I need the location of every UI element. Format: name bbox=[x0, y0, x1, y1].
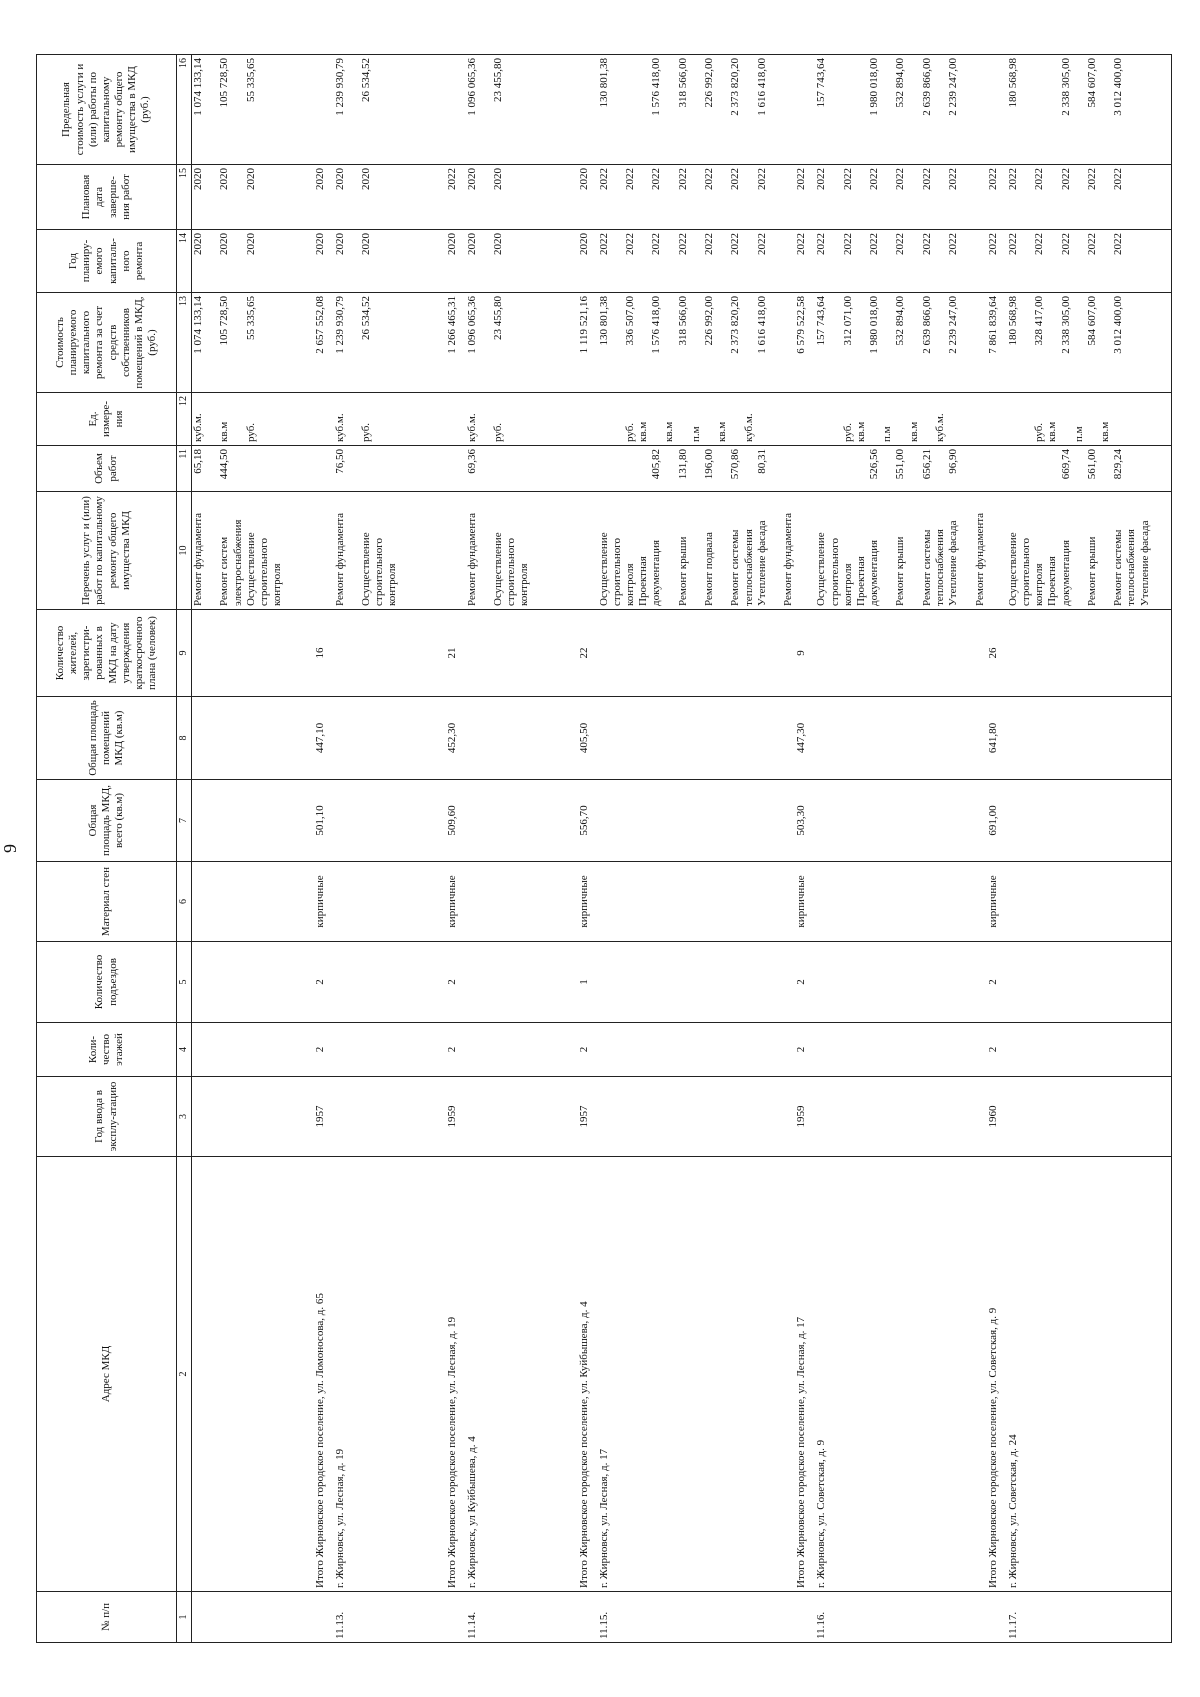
col-header-3: Год ввода в эксплу-атацию bbox=[37, 1077, 177, 1157]
col-number: 11 bbox=[177, 446, 192, 492]
commission-year-cell: 1957 bbox=[314, 1077, 334, 1157]
floors-cell: 2 bbox=[446, 1023, 466, 1077]
col-header-2: Адрес МКД bbox=[37, 1157, 177, 1592]
col-header-11: Объем работ bbox=[37, 446, 177, 492]
limit-cost-cell: 157 743,64 1 980 018,00 532 894,00 2 639 866,00 2 239 247,00 bbox=[815, 55, 986, 165]
work-volume-cell: 669,74 561,00 829,24 bbox=[1007, 446, 1172, 492]
unit-cell: куб.м. кв.м руб. bbox=[192, 393, 314, 446]
col-header-8: Общая площадь помещений МКД (кв.м) bbox=[37, 697, 177, 780]
row-number-cell: 11.15. bbox=[598, 1592, 796, 1643]
row-number-cell bbox=[446, 1592, 466, 1643]
header-row bbox=[37, 55, 177, 1643]
premises-area-cell: 452,30 bbox=[446, 697, 466, 780]
col-number: 2 bbox=[177, 1157, 192, 1592]
entrances-cell bbox=[334, 942, 446, 1023]
col-number: 13 bbox=[177, 293, 192, 393]
planned-cost-cell: 1 096 065,36 23 455,80 bbox=[466, 293, 578, 393]
floors-cell bbox=[334, 1023, 446, 1077]
floors-cell bbox=[466, 1023, 578, 1077]
residents-cell bbox=[815, 610, 986, 697]
limit-cost-cell bbox=[578, 55, 598, 165]
address-cell: г. Жирновск, ул. Советская, д. 9 bbox=[815, 1157, 986, 1592]
planned-year-cell: 2022 bbox=[987, 230, 1007, 293]
wall-material-cell: кирпичные bbox=[446, 862, 466, 942]
entrances-cell: 2 bbox=[987, 942, 1007, 1023]
col-number: 10 bbox=[177, 492, 192, 610]
residents-cell: 21 bbox=[446, 610, 466, 697]
entrances-cell: 1 bbox=[578, 942, 598, 1023]
col-number: 7 bbox=[177, 780, 192, 862]
limit-cost-cell: 180 568,98 2 338 305,00 584 607,00 3 012 400,00 bbox=[1007, 55, 1172, 165]
address-cell: г. Жирновск, ул Куйбышева, д. 4 bbox=[466, 1157, 578, 1592]
floors-cell: 2 bbox=[795, 1023, 815, 1077]
total-area-cell bbox=[334, 780, 446, 862]
premises-area-cell bbox=[598, 697, 796, 780]
floors-cell bbox=[1007, 1023, 1172, 1077]
planned-cost-cell: 7 861 839,64 bbox=[987, 293, 1007, 393]
col-header-15: Плановая дата заверше-ния работ bbox=[37, 165, 177, 230]
wall-material-cell bbox=[598, 862, 796, 942]
planned-year-cell: 2020 bbox=[446, 230, 466, 293]
address-cell: г. Жирновск, ул. Лесная, д. 19 bbox=[334, 1157, 446, 1592]
completion-date-cell: 2022 bbox=[795, 165, 815, 230]
unit-cell bbox=[446, 393, 466, 446]
address-cell: Итого Жирновское городское поселение, ул. Советская, д. 9 bbox=[987, 1157, 1007, 1592]
entrances-cell bbox=[192, 942, 314, 1023]
unit-cell bbox=[795, 393, 815, 446]
premises-area-cell bbox=[815, 697, 986, 780]
address-cell: г. Жирновск, ул. Лесная, д. 17 bbox=[598, 1157, 796, 1592]
col-number: 8 bbox=[177, 697, 192, 780]
capital-repair-table bbox=[36, 54, 1172, 1643]
col-number: 15 bbox=[177, 165, 192, 230]
works-list-cell: Ремонт фундамента Осуществление строительного контроля bbox=[466, 492, 578, 610]
commission-year-cell bbox=[598, 1077, 796, 1157]
total-row bbox=[795, 55, 815, 1643]
limit-cost-cell: 1 096 065,36 23 455,80 bbox=[466, 55, 578, 165]
col-number: 4 bbox=[177, 1023, 192, 1077]
works-list-cell bbox=[987, 492, 1007, 610]
wall-material-cell: кирпичные bbox=[795, 862, 815, 942]
works-list-cell: Осуществление строительного контроля Проектная документация Ремонт крыши Ремонт подвала Ремонт системы теплоснабжения Утепление фасада Ремонт фундамента bbox=[598, 492, 796, 610]
floors-cell: 2 bbox=[314, 1023, 334, 1077]
total-area-cell bbox=[192, 780, 314, 862]
row-number-cell: 11.16. bbox=[815, 1592, 986, 1643]
column-number-row bbox=[177, 55, 192, 1643]
commission-year-cell bbox=[815, 1077, 986, 1157]
limit-cost-cell: 130 801,38 1 576 418,00 318 566,00 226 992,00 2 373 820,20 1 616 418,00 bbox=[598, 55, 796, 165]
commission-year-cell: 1959 bbox=[446, 1077, 466, 1157]
unit-cell bbox=[314, 393, 334, 446]
total-area-cell bbox=[598, 780, 796, 862]
residents-cell bbox=[466, 610, 578, 697]
work-volume-cell bbox=[795, 446, 815, 492]
residents-cell: 22 bbox=[578, 610, 598, 697]
wall-material-cell bbox=[466, 862, 578, 942]
commission-year-cell bbox=[1007, 1077, 1172, 1157]
col-header-13: Стоимость планируемого капитального ремонта за счет средств собственников помещений в МКД, (руб.) bbox=[37, 293, 177, 393]
floors-cell bbox=[598, 1023, 796, 1077]
planned-year-cell: 2022 2022 2022 2022 2022 2022 2022 bbox=[598, 230, 796, 293]
wall-material-cell bbox=[1007, 862, 1172, 942]
col-number: 6 bbox=[177, 862, 192, 942]
planned-cost-cell: 1 239 930,79 26 534,52 bbox=[334, 293, 446, 393]
col-header-12: Ед. измере-ния bbox=[37, 393, 177, 446]
col-number: 12 bbox=[177, 393, 192, 446]
planned-year-cell: 2020 2020 bbox=[466, 230, 578, 293]
premises-area-cell bbox=[1007, 697, 1172, 780]
total-area-cell bbox=[466, 780, 578, 862]
address-cell bbox=[192, 1157, 314, 1592]
floors-cell: 2 bbox=[987, 1023, 1007, 1077]
planned-year-cell: 2022 2022 2022 2022 2022 2022 bbox=[815, 230, 986, 293]
commission-year-cell: 1959 bbox=[795, 1077, 815, 1157]
address-cell: Итого Жирновское городское поселение, ул. Лесная, д. 17 bbox=[795, 1157, 815, 1592]
works-list-cell bbox=[578, 492, 598, 610]
col-number: 1 bbox=[177, 1592, 192, 1643]
table-row bbox=[815, 55, 986, 1643]
planned-cost-cell: 157 743,64 312 071,00 1 980 018,00 532 894,00 2 639 866,00 2 239 247,00 bbox=[815, 293, 986, 393]
table-row bbox=[466, 55, 578, 1643]
premises-area-cell: 447,10 bbox=[314, 697, 334, 780]
unit-cell bbox=[578, 393, 598, 446]
planned-cost-cell: 6 579 522,58 bbox=[795, 293, 815, 393]
col-number: 16 bbox=[177, 55, 192, 165]
planned-cost-cell: 130 801,38 336 507,00 1 576 418,00 318 566,00 226 992,00 2 373 820,20 1 616 418,00 bbox=[598, 293, 796, 393]
wall-material-cell: кирпичные bbox=[987, 862, 1007, 942]
work-volume-cell: 76,50 bbox=[334, 446, 446, 492]
row-number-cell: 11.17. bbox=[1007, 1592, 1172, 1643]
entrances-cell: 2 bbox=[795, 942, 815, 1023]
floors-cell: 2 bbox=[578, 1023, 598, 1077]
planned-cost-cell: 1 266 465,31 bbox=[446, 293, 466, 393]
commission-year-cell: 1960 bbox=[987, 1077, 1007, 1157]
unit-cell bbox=[987, 393, 1007, 446]
planned-cost-cell: 1 074 133,14 105 728,50 55 335,65 bbox=[192, 293, 314, 393]
row-number-cell bbox=[578, 1592, 598, 1643]
planned-year-cell: 2020 2020 bbox=[334, 230, 446, 293]
row-number-cell: 11.13. bbox=[334, 1592, 446, 1643]
work-volume-cell bbox=[446, 446, 466, 492]
work-volume-cell bbox=[314, 446, 334, 492]
address-cell: г. Жирновск, ул. Советская, д. 24 bbox=[1007, 1157, 1172, 1592]
address-cell: Итого Жирновское городское поселение, ул. Ломоносова, д. 65 bbox=[314, 1157, 334, 1592]
residents-cell: 9 bbox=[795, 610, 815, 697]
col-number: 9 bbox=[177, 610, 192, 697]
table-row bbox=[1007, 55, 1172, 1643]
residents-cell: 26 bbox=[987, 610, 1007, 697]
completion-date-cell: 2022 bbox=[987, 165, 1007, 230]
unit-cell: руб. кв.м п.м кв.м bbox=[1007, 393, 1172, 446]
commission-year-cell bbox=[334, 1077, 446, 1157]
col-header-5: Количество подъездов bbox=[37, 942, 177, 1023]
work-volume-cell: 69,36 bbox=[466, 446, 578, 492]
col-header-16: Предельная стоимость услуги и (или) работы по капитальному ремонту общего имущества в МКД (руб.) bbox=[37, 55, 177, 165]
premises-area-cell: 405,50 bbox=[578, 697, 598, 780]
col-header-6: Материал стен bbox=[37, 862, 177, 942]
unit-cell: руб. кв.м п.м кв.м куб.м. bbox=[815, 393, 986, 446]
premises-area-cell: 447,30 bbox=[795, 697, 815, 780]
unit-cell: руб. кв.м кв.м п.м кв.м куб.м. bbox=[598, 393, 796, 446]
residents-cell bbox=[598, 610, 796, 697]
works-list-cell: Осуществление строительного контроля Проектная документация Ремонт крыши Ремонт системы теплоснабжения Утепление фасада bbox=[1007, 492, 1172, 610]
col-header-10: Перечень услуг и (или) работ по капитальному ремонту общего имущества МКД bbox=[37, 492, 177, 610]
table-row bbox=[192, 55, 314, 1643]
completion-date-cell: 2022 2022 2022 2022 2022 2022 2022 bbox=[598, 165, 796, 230]
commission-year-cell bbox=[192, 1077, 314, 1157]
col-number: 14 bbox=[177, 230, 192, 293]
premises-area-cell bbox=[192, 697, 314, 780]
floors-cell bbox=[192, 1023, 314, 1077]
col-header-14: Год планиру-емого капиталь-ного ремонта bbox=[37, 230, 177, 293]
unit-cell: куб.м. руб. bbox=[466, 393, 578, 446]
completion-date-cell: 2020 2020 2020 bbox=[192, 165, 314, 230]
planned-year-cell: 2022 bbox=[795, 230, 815, 293]
commission-year-cell: 1957 bbox=[578, 1077, 598, 1157]
planned-year-cell: 2020 bbox=[578, 230, 598, 293]
planned-year-cell: 2020 2020 2020 bbox=[192, 230, 314, 293]
works-list-cell: Осуществление строительного контроля Проектная документация Ремонт крыши Ремонт системы теплоснабжения Утепление фасада Ремонт фундамента bbox=[815, 492, 986, 610]
work-volume-cell: 405,82 131,80 196,00 570,86 80,31 bbox=[598, 446, 796, 492]
planned-year-cell: 2020 bbox=[314, 230, 334, 293]
planned-cost-cell: 2 657 552,08 bbox=[314, 293, 334, 393]
wall-material-cell: кирпичные bbox=[314, 862, 334, 942]
address-cell: Итого Жирновское городское поселение, ул. Куйбышева, д. 4 bbox=[578, 1157, 598, 1592]
completion-date-cell: 2020 2020 bbox=[466, 165, 578, 230]
premises-area-cell bbox=[334, 697, 446, 780]
page-number: 9 bbox=[0, 844, 20, 853]
row-number-cell bbox=[795, 1592, 815, 1643]
wall-material-cell bbox=[334, 862, 446, 942]
entrances-cell bbox=[815, 942, 986, 1023]
residents-cell bbox=[334, 610, 446, 697]
floors-cell bbox=[815, 1023, 986, 1077]
entrances-cell bbox=[1007, 942, 1172, 1023]
works-list-cell bbox=[446, 492, 466, 610]
entrances-cell bbox=[598, 942, 796, 1023]
works-list-cell bbox=[795, 492, 815, 610]
planned-cost-cell: 180 568,98 328 417,00 2 338 305,00 584 607,00 3 012 400,00 bbox=[1007, 293, 1172, 393]
completion-date-cell: 2022 2022 2022 2022 2022 2022 bbox=[815, 165, 986, 230]
col-number: 3 bbox=[177, 1077, 192, 1157]
entrances-cell: 2 bbox=[314, 942, 334, 1023]
total-row bbox=[987, 55, 1007, 1643]
commission-year-cell bbox=[466, 1077, 578, 1157]
works-list-cell: Ремонт фундамента Осуществление строительного контроля bbox=[334, 492, 446, 610]
limit-cost-cell bbox=[314, 55, 334, 165]
col-header-7: Общая площадь МКД, всего (кв.м) bbox=[37, 780, 177, 862]
total-area-cell: 501,10 bbox=[314, 780, 334, 862]
row-number-cell bbox=[987, 1592, 1007, 1643]
limit-cost-cell bbox=[795, 55, 815, 165]
table-row bbox=[334, 55, 446, 1643]
limit-cost-cell: 1 239 930,79 26 534,52 bbox=[334, 55, 446, 165]
row-number-cell bbox=[192, 1592, 314, 1643]
address-cell: Итого Жирновское городское поселение, ул. Лесная, д. 19 bbox=[446, 1157, 466, 1592]
work-volume-cell bbox=[578, 446, 598, 492]
work-volume-cell bbox=[987, 446, 1007, 492]
total-area-cell bbox=[1007, 780, 1172, 862]
total-area-cell bbox=[815, 780, 986, 862]
col-header-1: № п/п bbox=[37, 1592, 177, 1643]
wall-material-cell: кирпичные bbox=[578, 862, 598, 942]
total-row bbox=[578, 55, 598, 1643]
completion-date-cell: 2020 2020 bbox=[334, 165, 446, 230]
row-number-cell bbox=[314, 1592, 334, 1643]
limit-cost-cell bbox=[446, 55, 466, 165]
premises-area-cell bbox=[466, 697, 578, 780]
table-row bbox=[598, 55, 796, 1643]
entrances-cell: 2 bbox=[446, 942, 466, 1023]
entrances-cell bbox=[466, 942, 578, 1023]
planned-year-cell: 2022 2022 2022 2022 2022 bbox=[1007, 230, 1172, 293]
total-area-cell: 691,00 bbox=[987, 780, 1007, 862]
wall-material-cell bbox=[815, 862, 986, 942]
residents-cell bbox=[192, 610, 314, 697]
col-header-9: Количество жителей, зарегистри-рованных в МКД на дату утверждения краткосрочного плана (человек) bbox=[37, 610, 177, 697]
work-volume-cell: 65,18 444,50 bbox=[192, 446, 314, 492]
limit-cost-cell: 1 074 133,14 105 728,50 55 335,65 bbox=[192, 55, 314, 165]
completion-date-cell: 2020 bbox=[314, 165, 334, 230]
residents-cell bbox=[1007, 610, 1172, 697]
total-area-cell: 503,30 bbox=[795, 780, 815, 862]
row-number-cell: 11.14. bbox=[466, 1592, 578, 1643]
col-header-4: Коли-чество этажей bbox=[37, 1023, 177, 1077]
works-list-cell bbox=[314, 492, 334, 610]
works-list-cell: Ремонт фундамента Ремонт систем электроснабжения Осуществление строительного контроля bbox=[192, 492, 314, 610]
total-area-cell: 556,70 bbox=[578, 780, 598, 862]
total-row bbox=[314, 55, 334, 1643]
total-row bbox=[446, 55, 466, 1643]
residents-cell: 16 bbox=[314, 610, 334, 697]
completion-date-cell: 2022 bbox=[446, 165, 466, 230]
premises-area-cell: 641,80 bbox=[987, 697, 1007, 780]
completion-date-cell: 2020 bbox=[578, 165, 598, 230]
unit-cell: куб.м. руб. bbox=[334, 393, 446, 446]
planned-cost-cell: 1 119 521,16 bbox=[578, 293, 598, 393]
work-volume-cell: 526,56 551,00 656,21 96,90 bbox=[815, 446, 986, 492]
wall-material-cell bbox=[192, 862, 314, 942]
limit-cost-cell bbox=[987, 55, 1007, 165]
completion-date-cell: 2022 2022 2022 2022 2022 bbox=[1007, 165, 1172, 230]
total-area-cell: 509,60 bbox=[446, 780, 466, 862]
col-number: 5 bbox=[177, 942, 192, 1023]
